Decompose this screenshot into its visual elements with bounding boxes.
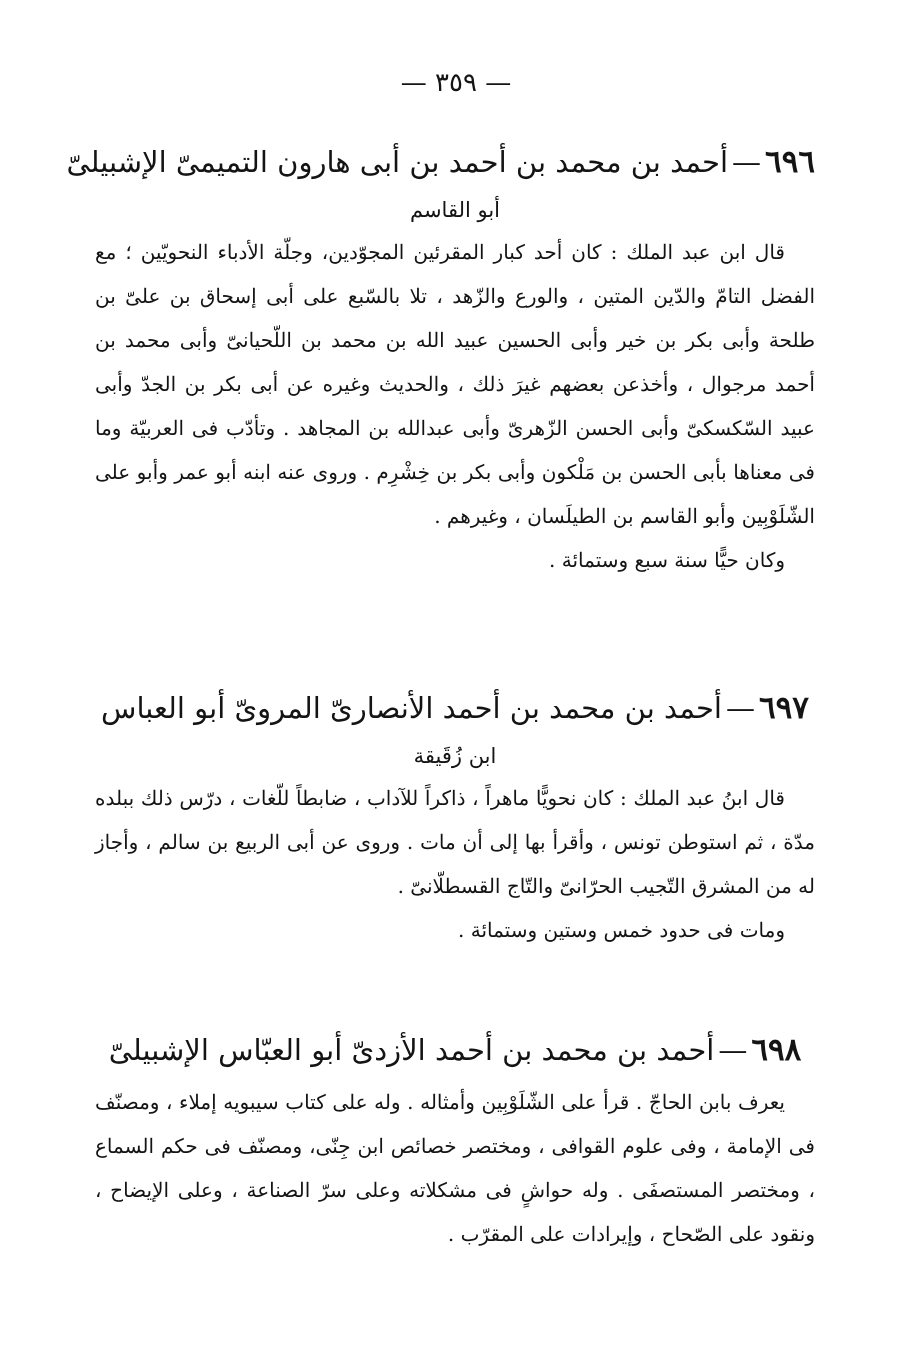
heading-dash: — [718, 1033, 748, 1067]
entry-paragraph: قال ابنُ عبد الملك : كان نحويًّا ماهراً ، ذاكراً للآداب ، ضابطاً للّغات ، درّس ذلك ببلده مدّة ، ثم استوطن تونس ، وأقرأ بها إلى أن مات . وروى عن أبى الربيع بن سالم ، وأجاز له من المشرق التّجيب الحرّانىّ والتّاج القسطلّانىّ . [95, 786, 815, 898]
entry-subtitle: أبو القاسم [409, 198, 501, 222]
biography-entry [95, 1028, 815, 1256]
entry-body [95, 1080, 815, 1256]
biography-entry [95, 686, 815, 952]
entry-subtitle: ابن زُقَيقة [413, 744, 497, 768]
entry-paragraph: وكان حيًّا سنة سبع وستمائة . [549, 548, 785, 572]
entry-number: ٦٩٦ [765, 144, 815, 180]
heading-dash: — [732, 145, 762, 179]
entry-paragraph: قال ابن عبد الملك : كان أحد كبار المقرئين المجوّدين، وجلّة الأدباء النحويّين ؛ مع الفضل التامّ والدّين المتين ، والورع والزّهد ، تلا بالسّبع على أبى إسحاق بن علىّ بن طلحة وأبى بكر بن خير وأبى الحسين عبيد الله بن محمد بن اللّحيانىّ وأبى محمد بن أحمد مرجوال ، وأخذعن بعضهم غيرَ ذلك ، والحديث وغيره عن أبى بكر بن الجدّ وأبى عبيد السّكسكىّ وأبى الحسن الزّهرىّ وأبى عبدالله بن المجاهد . وتأدّب فى العربيّة وما فى معناها بأبى الحسن بن مَلْكون وأبى بكر بن خِشْرِم . وروى عنه ابنه أبو عمر وأبو على الشّلَوْبِين وأبو القاسم بن الطيلَسان ، وغيرهم . [95, 240, 815, 528]
page-number: — ٣٥٩ — [400, 68, 512, 98]
entry-title: أحمد بن محمد بن أحمد الأزدىّ أبو العبّاس الإشبيلىّ [108, 1033, 715, 1067]
entry-paragraph: ومات فى حدود خمس وستين وستمائة . [458, 918, 785, 942]
biography-entry [66, 140, 815, 582]
entry-number: ٦٩٧ [758, 690, 809, 726]
entry-paragraph: يعرف بابن الحاجّ . قرأ على الشّلَوْبِين وأمثاله . وله على كتاب سيبويه إملاء ، ومصنّف فى الإمامة ، وفى علوم القوافى ، ومختصر خصائص ابن جِنّى، ومصنّف فى حكم السماع ، ومختصر المستصفَى . وله حواشٍ فى مشكلاته وعلى سرّ الصناعة ، وعلى الإيضاح ، ونقود على الصّحاح ، وإيرادات على المقرّب . [95, 1090, 815, 1246]
entry-title: أحمد بن محمد بن أحمد الأنصارىّ المروىّ أبو العباس [101, 691, 722, 725]
heading-dash: — [725, 691, 755, 725]
entry-heading [66, 140, 815, 184]
entry-body [95, 776, 815, 952]
entry-number: ٦٩٨ [751, 1032, 802, 1068]
entry-heading [95, 686, 815, 730]
entry-body [95, 230, 815, 582]
entry-heading [95, 1028, 815, 1072]
entry-title: أحمد بن محمد بن أحمد بن أبى هارون التميمىّ الإشبيلىّ [66, 145, 729, 179]
